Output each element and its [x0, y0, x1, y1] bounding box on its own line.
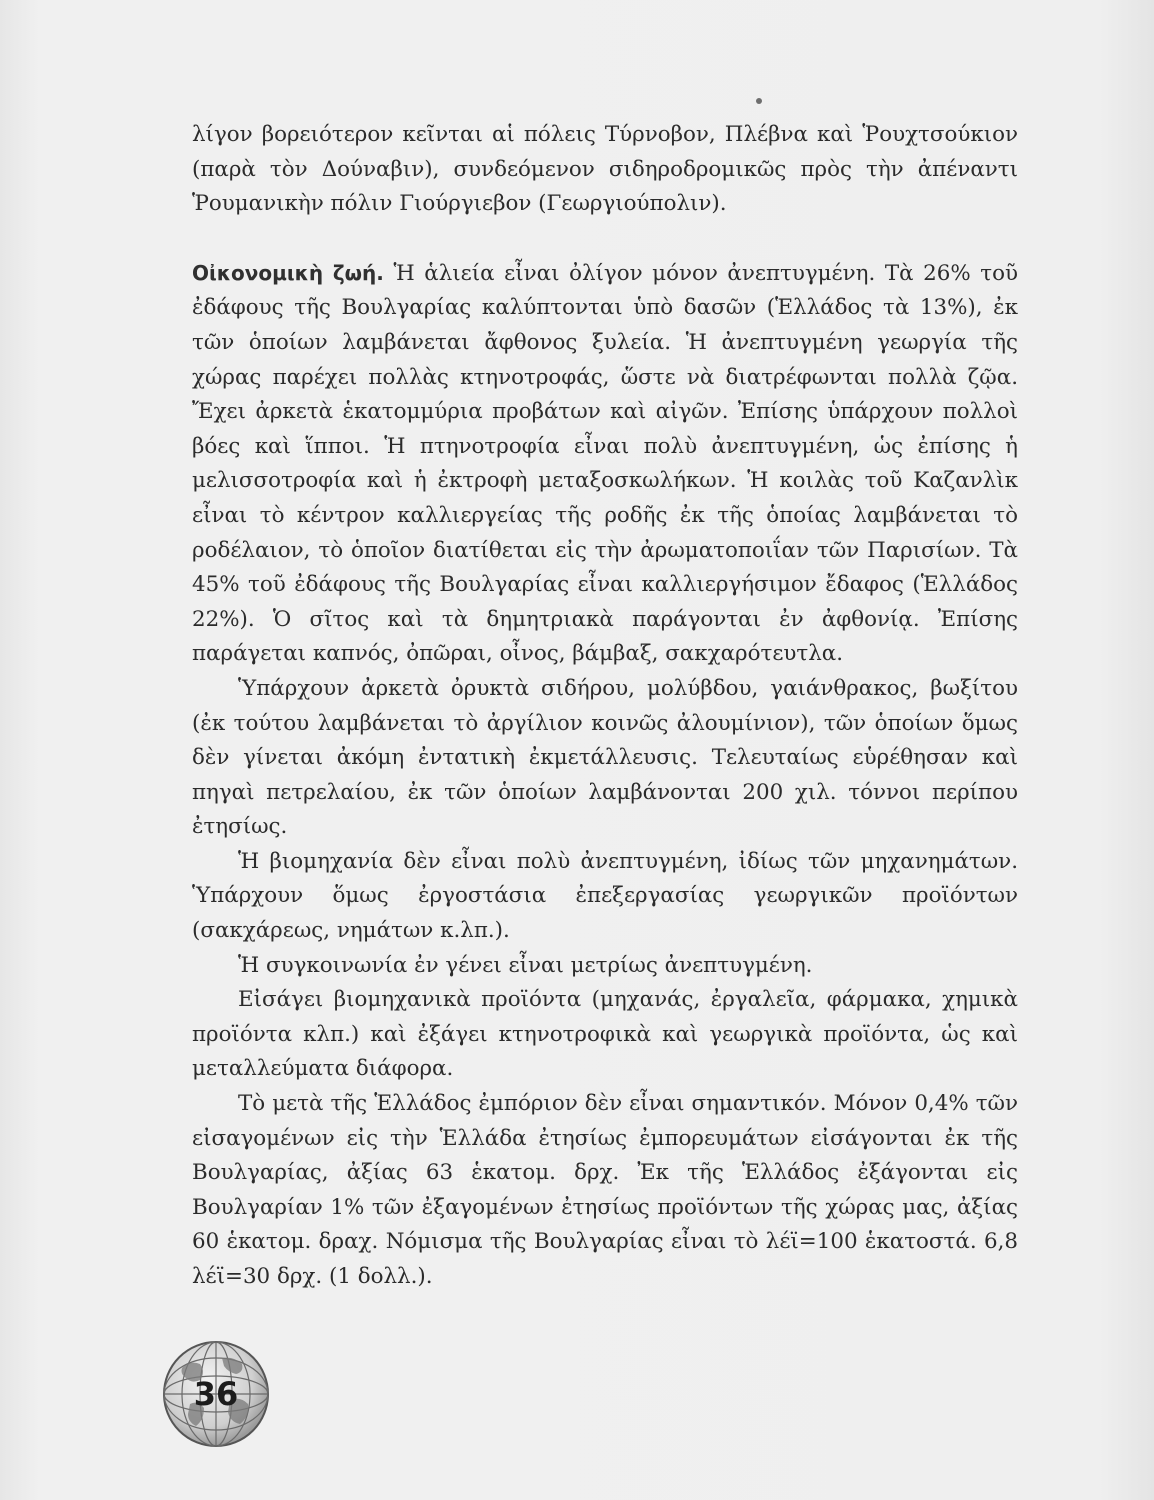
page-number-badge — [160, 1338, 272, 1450]
paragraph-economy — [192, 256, 1018, 672]
body-text — [192, 118, 1018, 1295]
page-number: 36 — [193, 1375, 239, 1413]
section-heading-economic-life: Οἰκονομικὴ ζωή. — [192, 260, 384, 285]
paragraph-transport: Ἡ συγκοινωνία ἐν γένει εἶναι μετρίως ἀνεπτυγμένη. — [238, 952, 813, 978]
paragraph-imports-exports: Εἰσάγει βιομηχανικὰ προϊόντα (μηχανάς, ἐργαλεῖα, φάρμακα, χημικὰ προϊόντα κλπ.) καὶ ἐξάγει κτηνοτροφικὰ καὶ γεωργικὰ προϊόντα, ὡς καὶ μεταλλεύματα διάφορα. — [192, 987, 1018, 1082]
paragraph-trade-greece: Τὸ μετὰ τῆς Ἑλλάδος ἐμπόριον δὲν εἶναι σημαντικόν. Μόνον 0,4% τῶν εἰσαγομένων εἰς τὴν Ἑλλάδα ἐτησίως ἐμπορευμάτων εἰσάγονται ἐκ τῆς Βουλγαρίας, ἀξίας 63 ἑκατομ. δρχ. Ἐκ τῆς Ἑλλάδος ἐξάγονται εἰς Βουλγαρίαν 1% τῶν ἐξαγομένων ἐτησίως προϊόντων τῆς χώρας μας, ἀξίας 60 ἑκατομ. δραχ. Νόμισμα τῆς Βουλγαρίας εἶναι τὸ λέϊ=100 ἑκατοστά. 6,8 λέϊ=30 δρχ. (1 δολλ.). — [192, 1091, 1018, 1289]
paragraph-cities: λίγον βορειότερον κεῖνται αἱ πόλεις Τύρνοβον, Πλέβνα καὶ Ῥουχτσούκιον (παρὰ τὸν Δούναβιν), συνδεόμενον σιδηροδρομικῶς πρὸς τὴν ἀπέναντι Ῥουμανικὴν πόλιν Γιούργιεβον (Γεωργιούπολιν). — [192, 122, 1018, 217]
paragraph-industry: Ἡ βιομηχανία δὲν εἶναι πολὺ ἀνεπτυγμένη, ἰδίως τῶν μηχανημάτων. Ὑπάρχουν ὅμως ἐργοστάσια ἐπεξεργασίας γεωργικῶν προϊόντων (σακχάρεως, νημάτων κ.λπ.). — [192, 848, 1018, 944]
paragraph-minerals: Ὑπάρχουν ἀρκετὰ ὀρυκτὰ σιδήρου, μολύβδου, γαιάνθρακος, βωξίτου (ἐκ τούτου λαμβάνεται τὸ ἀργίλιον κοινῶς ἀλουμίνιον), τῶν ὁποίων ὅμως δὲν γίνεται ἀκόμη ἐντατικὴ ἐκμετάλλευσις. Τελευταίως εὑρέθησαν καὶ πηγαὶ πετρελαίου, ἐκ τῶν ὁποίων λαμβάνονται 200 χιλ. τόννοι περίπου ἐτησίως. — [192, 675, 1018, 840]
paragraph-economy-text: Ἡ ἁλιεία εἶναι ὀλίγον μόνον ἀνεπτυγμένη. Τὰ 26% τοῦ ἐδάφους τῆς Βουλγαρίας καλύπτονται ὑπὸ δασῶν (Ἑλλάδος τὰ 13%), ἐκ τῶν ὁποίων λαμβάνεται ἄφθονος ξυλεία. Ἡ ἀνεπτυγμένη γεωργία τῆς χώρας παρέχει πολλὰς κτηνοτροφάς, ὥστε νὰ διατρέφωνται πολλὰ ζῷα. Ἔχει ἀρκετὰ ἑκατομμύρια προβάτων καὶ αἰγῶν. Ἐπίσης ὑπάρχουν πολλοὶ βόες καὶ ἵπποι. Ἡ πτηνοτροφία εἶναι πολὺ ἀνεπτυγμένη, ὡς ἐπίσης ἡ μελισσοτροφία καὶ ἡ ἐκτροφὴ μεταξοσκωλήκων. Ἡ κοιλὰς τοῦ Καζανλὶκ εἶναι τὸ κέντρον καλλιεργείας τῆς ροδῆς ἐκ τῆς ὁποίας λαμβάνεται τὸ ροδέλαιον, τὸ ὁποῖον διατίθεται εἰς τὴν ἀρωματοποιΐαν τῶν Παρισίων. Τὰ 45% τοῦ ἐδάφους τῆς Βουλγαρίας εἶναι καλλιεργήσιμον ἔδαφος (Ἑλλάδος 22%). Ὁ σῖτος καὶ τὰ δημητριακὰ παράγονται ἐν ἀφθονίᾳ. Ἐπίσης παράγεται καπνός, ὀπῶραι, οἶνος, βάμβαξ, σακχαρότευτλα. — [192, 260, 1018, 667]
ink-speck — [756, 98, 762, 104]
